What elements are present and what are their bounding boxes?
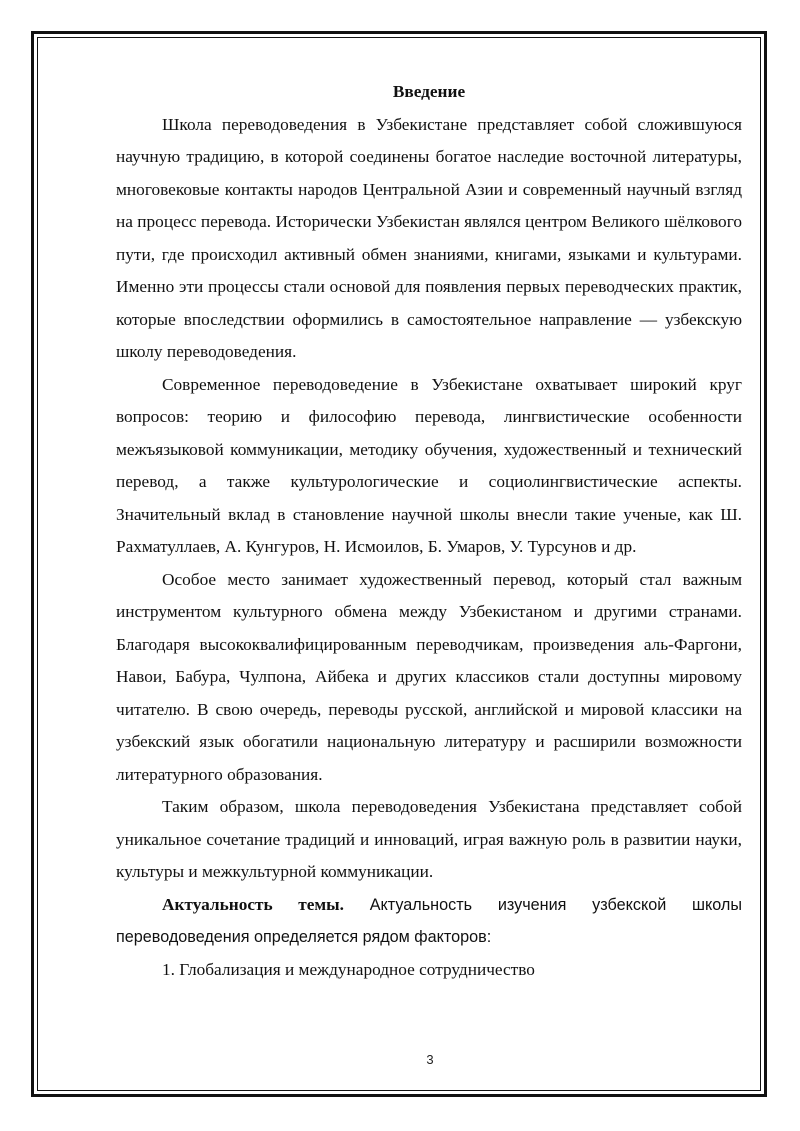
relevance-heading: Актуальность темы. — [162, 894, 344, 914]
paragraph-1: Школа переводоведения в Узбекистане представляет собой сложившуюся научную традицию, в которой соединены богатое наследие восточной литературы, многовековые контакты народов Центральной Азии и современный научный взгляд на процесс перевода. Исторически Узбекистан являлся центром Великого шёлкового пути, где происходил активный обмен знаниями, книгами, языками и культурами. Именно эти процессы стали основой для появления первых переводческих практик, которые впоследствии оформились в самостоятельное направление — узбекскую школу переводоведения. — [116, 114, 742, 361]
relevance-paragraph — [116, 889, 742, 954]
paragraph-3: Особое место занимает художественный перевод, который стал важным инструментом культурного обмена между Узбекистаном и другими странами. Благодаря высококвалифицированным переводчикам, произведения аль-Фаргони, Навои, Бабура, Чулпона, Айбека и других классиков стали доступны мировому читателю. В свою очередь, переводы русской, английской и мировой классики на узбекский язык обогатили национальную литературу и расширили возможности литературного образования. — [116, 569, 742, 784]
paragraph-2: Современное переводоведение в Узбекистане охватывает широкий круг вопросов: теорию и философию перевода, лингвистические особенности межъязыковой коммуникации, методику обучения, художественный и технический перевод, а также культурологические и социолингвистические аспекты. Значительный вклад в становление научной школы внесли такие ученые, как Ш. Рахматуллаев, А. Кунгуров, Н. Исмоилов, Б. Умаров, У. Турсунов и др. — [116, 374, 742, 556]
relevance-text: Актуальность изучения узбекской школы переводоведения определяется рядом факторов: — [116, 895, 742, 946]
paragraph-4: Таким образом, школа переводоведения Узбекистана представляет собой уникальное сочетание традиций и инноваций, играя важную роль в развитии науки, культуры и межкультурной коммуникации. — [116, 797, 742, 881]
page-content — [116, 76, 742, 986]
section-title: Введение — [392, 82, 466, 101]
page-number: 3 — [426, 1052, 434, 1067]
list-item: 1. Глобализация и международное сотрудничество — [162, 959, 535, 979]
